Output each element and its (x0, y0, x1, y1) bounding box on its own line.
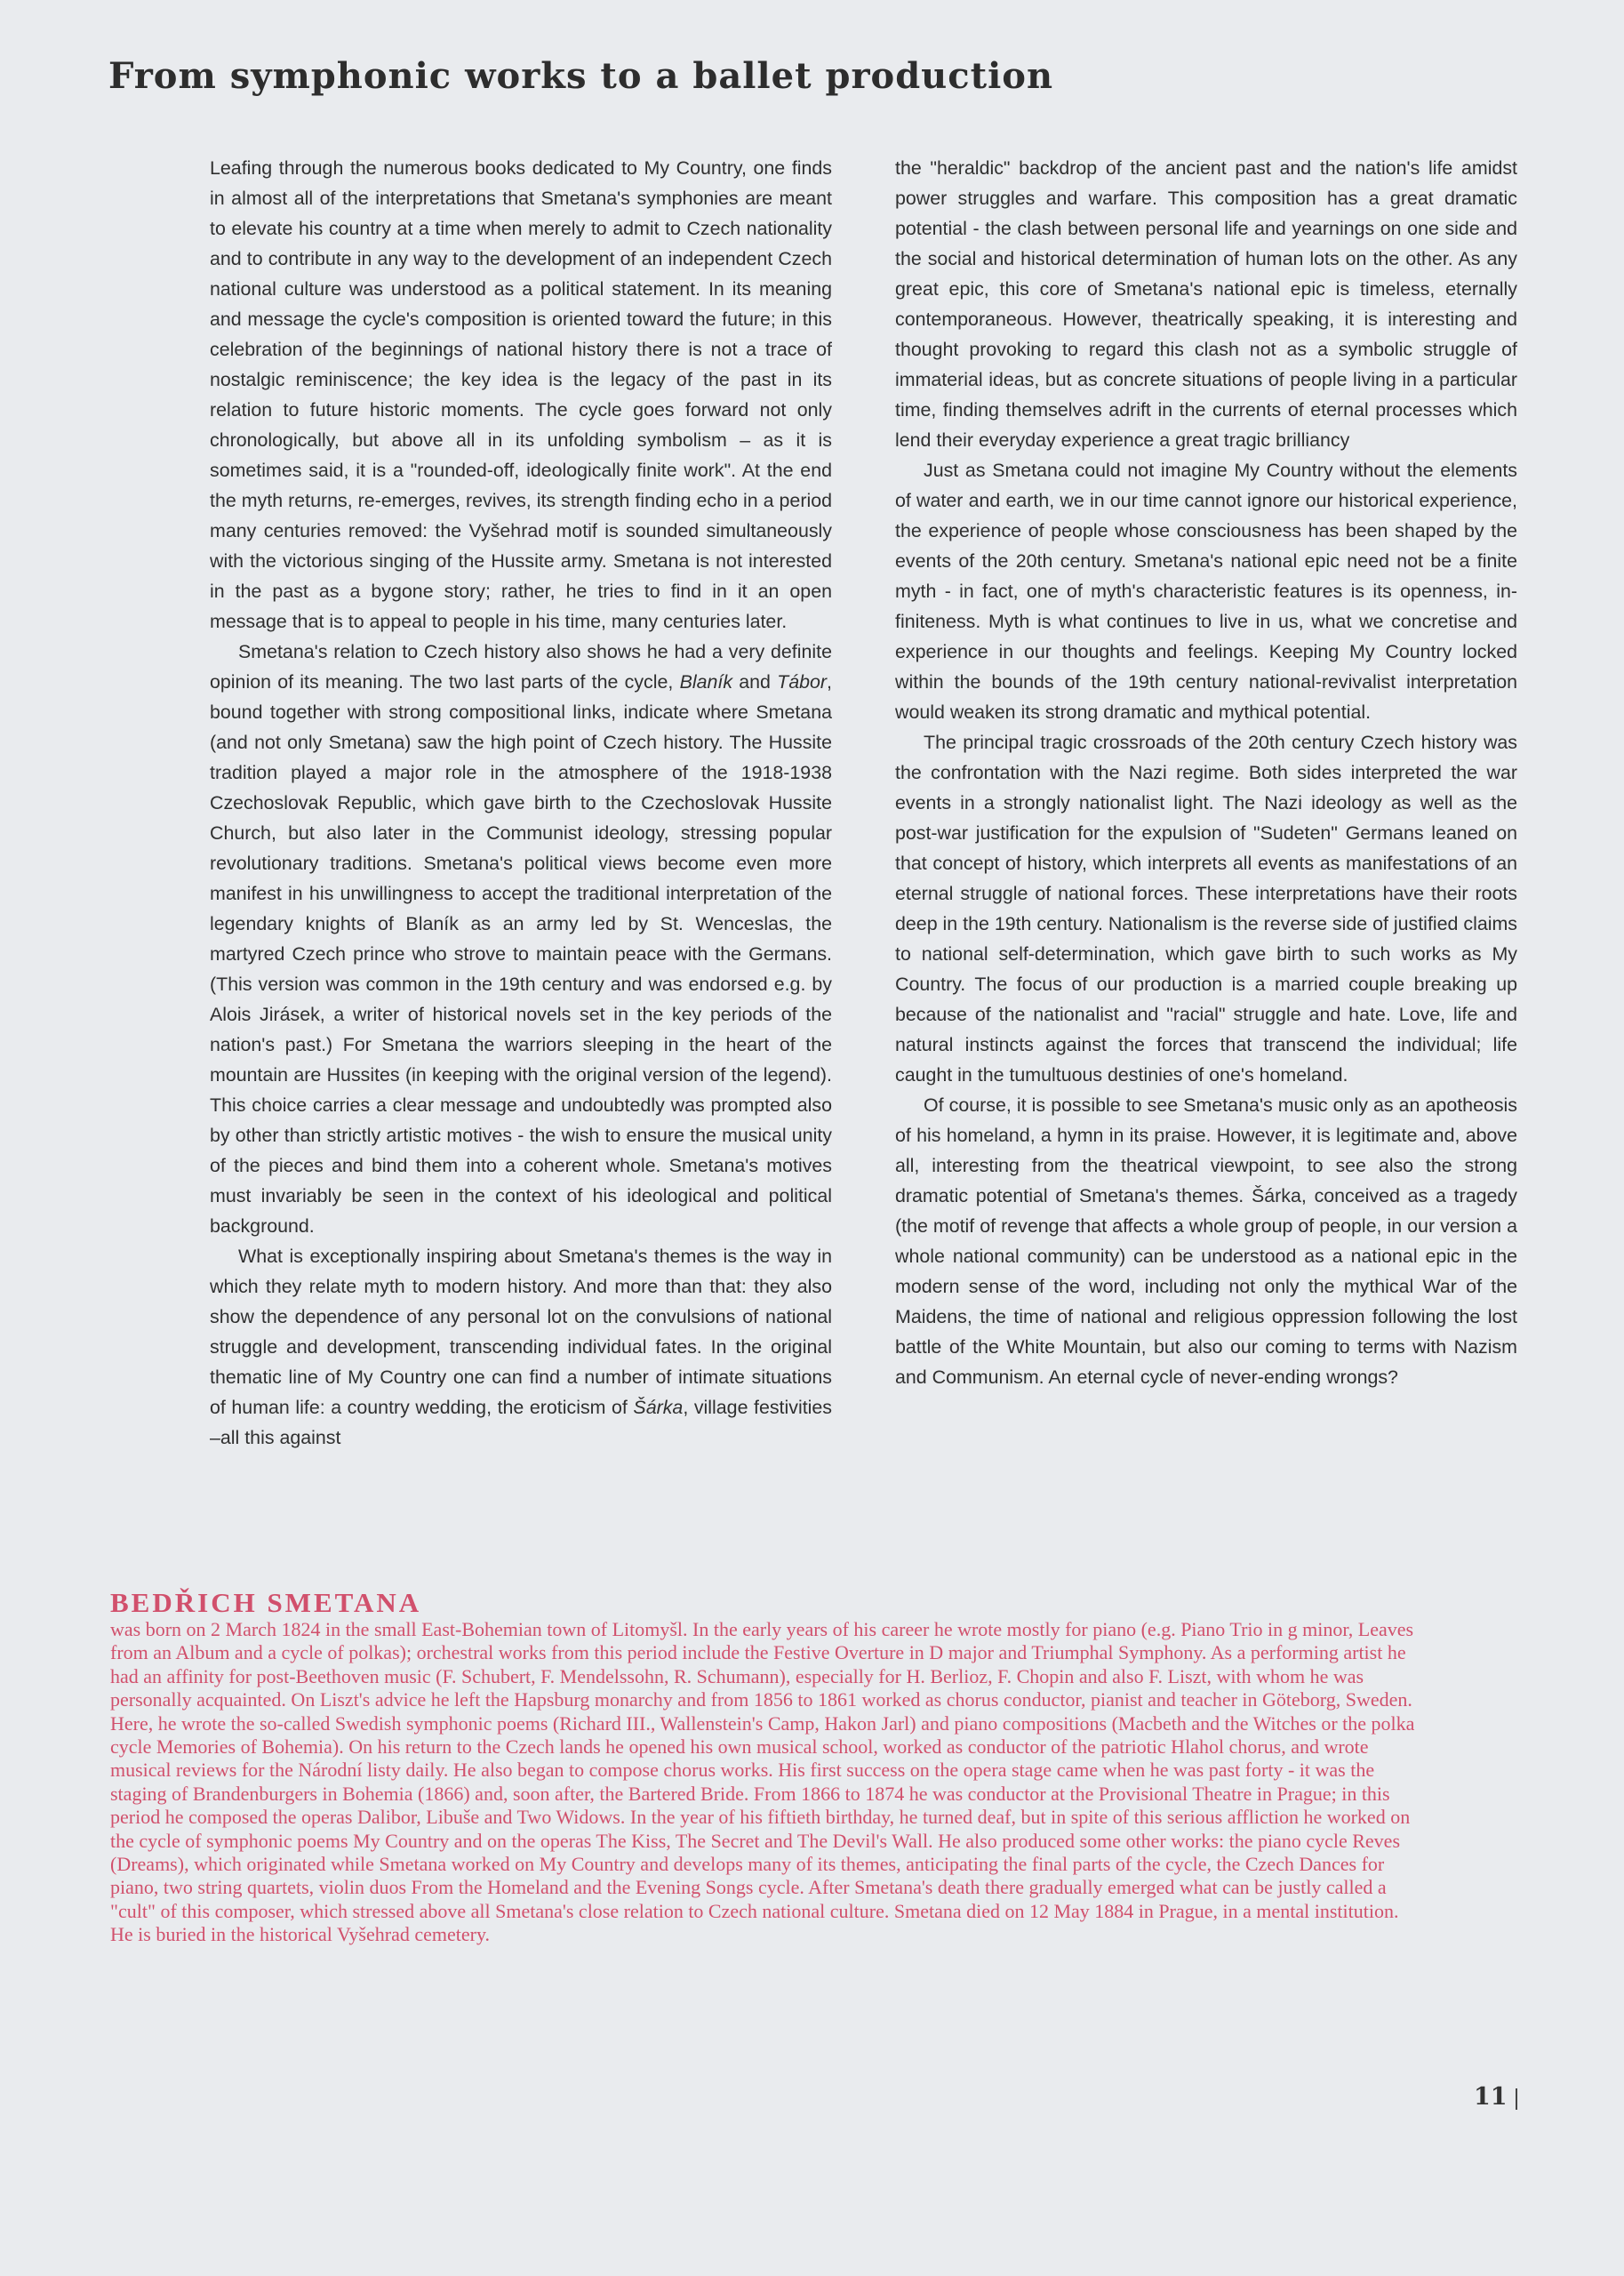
paragraph: Of course, it is possible to see Smetana's music only as an apotheosis of his homeland, a hymn in its praise. However, it is legitimate and, above all, interesting from the theatrical viewpoint, to see also the strong dramatic potential of Smetana's themes. Šárka, conceived as a tragedy (the motif of revenge that affects a whole group of people, in our version a whole national community) can be understood as a national epic in the modern sense of the word, including not only the mythical War of the Maidens, the time of national and religious oppression following the lost battle of the White Mountain, but also our coming to terms with Nazism and Communism. An eternal cycle of never-ending wrongs? (895, 1094, 1517, 1388)
work-title: Blaník (679, 671, 733, 693)
page-number-divider (1516, 2088, 1517, 2110)
page-number: 11 (1474, 2083, 1508, 2111)
work-title: Šárka (633, 1397, 684, 1418)
page-title: From symphonic works to a ballet production (108, 55, 1054, 97)
paragraph (210, 637, 832, 1241)
biography-box (110, 1588, 1426, 1947)
work-title: Tábor (777, 671, 828, 693)
paragraph-text: Smetana's relation to Czech history also shows he had a very definite opinion of its meaning. The two last parts of the cycle, (210, 641, 832, 693)
paragraph-text: , bound together with strong compositional links, indicate where Smetana (and not only Smetana) saw the high point of Czech history. The Hussite tradition played a major role in the atmosphere of the 1918-1938 Czechoslovak Republic, which gave birth to the Czechoslovak Hussite Church, but also later in the Communist ideology, stressing popular revolutionary traditions. Smetana's political views become even more manifest in his unwillingness to accept the traditional interpretation of the legendary knights of Blaník as an army led by St. Wenceslas, the martyred Czech prince who strove to maintain peace with the Germans. (This version was common in the 19th century and was endorsed e.g. by Alois Jirásek, a writer of historical novels set in the key periods of the nation's past.) For Smetana the warriors sleeping in the heart of the mountain are Hussites (in keeping with the original version of the legend). This choice carries a clear message and undoubtedly was prompted also by other than strictly artistic motives - the wish to ensure the musical unity of the pieces and bind them into a coherent whole. Smetana's motives must invariably be seen in the context of his ideological and political background. (210, 671, 832, 1237)
paragraph: the "heraldic" backdrop of the ancient past and the nation's life amidst power struggles and warfare. This composition has a great dramatic potential - the clash between personal life and yearnings on one side and the social and historical determination of human lots on the other. As any great epic, this core of Smetana's national epic is timeless, eternally contemporaneous. However, theatrically speaking, it is interesting and thought provoking to regard this clash not as a symbolic struggle of immaterial ideas, but as concrete situations of people living in a particular time, finding themselves adrift in the currents of eternal processes which lend their everyday experience a great tragic brilliancy (895, 157, 1517, 451)
paragraph-text: , village festivities –all this against (210, 1397, 832, 1448)
paragraph: The principal tragic crossroads of the 20th century Czech history was the confrontation with the Nazi regime. Both sides interpreted the war events in a strongly nationalist light. The Nazi ideology as well as the post-war justification for the expulsion of "Sudeten" Germans leaned on that concept of history, which interprets all events as manifestations of an eternal struggle of national forces. These interpretations have their roots deep in the 19th century. Nationalism is the reverse side of justified claims to national self-determination, which gave birth to such works as My Country. The focus of our production is a married couple breaking up because of the nationalist and "racial" struggle and hate. Love, life and natural instincts against the forces that transcend the individual; life caught in the tumultuous destinies of one's homeland. (895, 732, 1517, 1086)
biography-heading: BEDŘICH SMETANA (110, 1587, 422, 1618)
paragraph (210, 1241, 832, 1453)
biography-text: was born on 2 March 1824 in the small East-Bohemian town of Litomyšl. In the early years of his career he wrote mostly for piano (e.g. Piano Trio in g minor, Leaves from an Album and a cycle of polkas); orchestral works from this period include the Festive Overture in D major and Triumphal Symphony. As a performing artist he had an affinity for post-Beethoven music (F. Schubert, F. Mendelssohn, R. Schumann), especially for H. Berlioz, F. Chopin and also F. Liszt, with whom he was personally acquainted. On Liszt's advice he left the Hapsburg monarchy and from 1856 to 1861 worked as chorus conductor, pianist and teacher in Göteborg, Sweden. Here, he wrote the so-called Swedish symphonic poems (Richard III., Wallenstein's Camp, Hakon Jarl) and piano compositions (Macbeth and the Witches or the polka cycle Memories of Bohemia). On his return to the Czech lands he opened his own musical school, worked as conductor of the patriotic Hlahol chorus, and wrote musical reviews for the Národní listy daily. He also began to compose chorus works. His first success on the opera stage came when he was past forty - it was the staging of Brandenburgers in Bohemia (1866) and, soon after, the Bartered Bride. From 1866 to 1874 he was conductor at the Provisional Theatre in Prague; in this period he composed the operas Dalibor, Libuše and Two Widows. In the year of his fiftieth birthday, he turned deaf, but in spite of this serious affliction he worked on the cycle of symphonic poems My Country and on the operas The Kiss, The Secret and The Devil's Wall. He also produced some other works: the piano cycle Reves (Dreams), which originated while Smetana worked on My Country and develops many of its themes, anticipating the final parts of the cycle, the Czech Dances for piano, two string quartets, violin duos From the Homeland and the Evening Songs cycle. After Smetana's death there gradually emerged what can be justly called a "cult" of this composer, which stressed above all Smetana's close relation to Czech national culture. Smetana died on 12 May 1884 in Prague, in a mental institution. He is buried in the historical Vyšehrad cemetery. (110, 1618, 1415, 1946)
article-column-left (210, 153, 832, 1453)
paragraph-text: and (732, 671, 778, 693)
paragraph: Just as Smetana could not imagine My Country without the elements of water and earth, we in our time cannot ignore our historical experience, the experience of people whose consciousness has been shaped by the events of the 20th century. Smetana's national epic need not be a finite myth - in fact, one of myth's characteristic features is its openness, in-finiteness. Myth is what continues to live in us, what we concretise and experience in our thoughts and feelings. Keeping My Country locked within the bounds of the 19th century national-revivalist interpretation would weaken its strong dramatic and mythical potential. (895, 460, 1517, 723)
paragraph-text: What is exceptionally inspiring about Smetana's themes is the way in which they relate myth to modern history. And more than that: they also show the dependence of any personal lot on the convulsions of national struggle and development, transcending individual fates. In the original thematic line of My Country one can find a number of intimate situations of human life: a country wedding, the eroticism of (210, 1246, 832, 1418)
article-column-right (895, 153, 1517, 1392)
paragraph: Leafing through the numerous books dedicated to My Country, one finds in almost all of the interpretations that Smetana's symphonies are meant to elevate his country at a time when merely to admit to Czech nationality and to contribute in any way to the development of an independent Czech national culture was understood as a political statement. In its meaning and message the cycle's composition is oriented toward the future; in this celebration of the beginnings of national history there is not a trace of nostalgic reminiscence; the key idea is the legacy of the past in its relation to future historic moments. The cycle goes forward not only chronologically, but above all in its unfolding symbolism – as it is sometimes said, it is a "rounded-off, ideologically finite work". At the end the myth returns, re-emerges, revives, its strength finding echo in a period many centuries removed: the Vyšehrad motif is sounded simultaneously with the victorious singing of the Hussite army. Smetana is not interested in the past as a bygone story; rather, he tries to find in it an open message that is to appeal to people in his time, many centuries later. (210, 157, 832, 632)
